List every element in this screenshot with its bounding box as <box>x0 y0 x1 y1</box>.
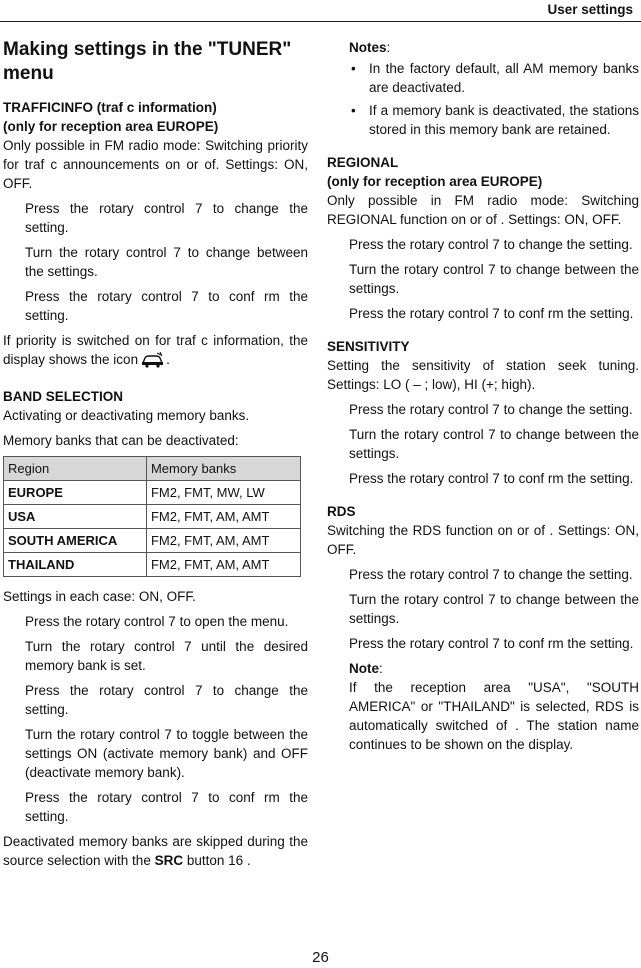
band-step-5: Press the rotary control 7 to conf rm the setting. <box>25 790 308 824</box>
right-column <box>327 38 639 760</box>
band-step-3: Press the rotary control 7 to change the setting. <box>25 683 308 717</box>
notes-title: Notes <box>349 40 387 55</box>
trafficinfo-title: TRAFFICINFO (traf c information) <box>3 100 217 115</box>
rds-step-3: Press the rotary control 7 to conf rm the setting. <box>349 636 634 651</box>
table-cell-banks: FM2, FMT, MW, LW <box>146 481 300 505</box>
rds-section <box>327 502 639 754</box>
table-cell-banks: FM2, FMT, AM, AMT <box>146 553 300 577</box>
band-footer-pre: Deactivated memory banks are skipped during the source selection with the <box>3 834 308 868</box>
list-item <box>349 59 639 97</box>
regional-step-1: Press the rotary control 7 to change the setting. <box>349 237 633 252</box>
band-step-1: Press the rotary control 7 to open the menu. <box>25 614 289 629</box>
band-desc-2: Memory banks that can be deactivated: <box>3 433 239 448</box>
table-row <box>4 553 301 577</box>
note-text: In the factory default, all AM memory banks are deactivated. <box>369 61 639 95</box>
table-row <box>4 481 301 505</box>
regional-section <box>327 153 639 323</box>
header-rule <box>0 21 641 22</box>
band-step-4: Turn the rotary control 7 to toggle between the settings ON (activate memory bank) and OFF (deactivate memory bank). <box>25 727 308 780</box>
notes-colon: : <box>386 40 391 55</box>
sensitivity-step-2: Turn the rotary control 7 to change between the settings. <box>349 427 639 461</box>
table-cell-banks: FM2, FMT, AM, AMT <box>146 505 300 529</box>
notes-section <box>327 38 639 139</box>
trafficinfo-step-2: Turn the rotary control 7 to change between the settings. <box>25 245 308 279</box>
regional-step-2: Turn the rotary control 7 to change between the settings. <box>349 262 639 296</box>
trafficinfo-icon-end: . <box>166 352 170 367</box>
table-header-region: Region <box>4 457 147 481</box>
band-footer-post: button 16 . <box>183 853 251 868</box>
band-desc-1: Activating or deactivating memory banks. <box>3 408 250 423</box>
rds-note-colon: : <box>379 661 383 676</box>
band-title: BAND SELECTION <box>3 389 124 404</box>
regional-desc: Only possible in FM radio mode: Switching REGIONAL function on or of . Settings: ON, OFF. <box>327 193 639 227</box>
traffic-car-icon <box>140 352 166 373</box>
trafficinfo-icon-text: If priority is switched on for traf c information, the display shows the icon <box>3 333 308 367</box>
sensitivity-title: SENSITIVITY <box>327 339 410 354</box>
page-heading: Making settings in the "TUNER" menu <box>3 39 292 84</box>
table-cell-region: EUROPE <box>4 481 147 505</box>
rds-step-2: Turn the rotary control 7 to change between the settings. <box>349 592 639 626</box>
trafficinfo-step-3: Press the rotary control 7 to conf rm the setting. <box>25 289 308 323</box>
note-text: If a memory bank is deactivated, the stations stored in this memory bank are retained. <box>369 103 639 137</box>
table-header-row <box>4 457 301 481</box>
sensitivity-step-1: Press the rotary control 7 to change the setting. <box>349 402 633 417</box>
left-column <box>3 38 308 876</box>
trafficinfo-section <box>3 98 308 373</box>
trafficinfo-step-1: Press the rotary control 7 to change the setting. <box>25 201 308 235</box>
table-row <box>4 505 301 529</box>
rds-step-1: Press the rotary control 7 to change the setting. <box>349 567 633 582</box>
trafficinfo-desc: Only possible in FM radio mode: Switching priority for traf c announcements on or of. Settings: ON, OFF. <box>3 138 308 191</box>
regional-step-3: Press the rotary control 7 to conf rm the setting. <box>349 306 634 321</box>
table-cell-banks: FM2, FMT, AM, AMT <box>146 529 300 553</box>
table-cell-region: THAILAND <box>4 553 147 577</box>
table-cell-region: USA <box>4 505 147 529</box>
page-number: 26 <box>312 949 329 966</box>
memory-banks-table <box>3 456 301 577</box>
regional-subtitle: (only for reception area EUROPE) <box>327 174 543 189</box>
notes-list <box>349 59 639 139</box>
band-footer <box>3 832 308 870</box>
table-row <box>4 529 301 553</box>
header-title: User settings <box>547 2 633 17</box>
rds-note-text: If the reception area "USA", "SOUTH AMERICA" or "THAILAND" is selected, RDS is automatically switched of . The station name continues to be shown on the display. <box>349 680 639 752</box>
regional-title: REGIONAL <box>327 155 399 170</box>
rds-desc: Switching the RDS function on or of . Settings: ON, OFF. <box>327 523 639 557</box>
table-cell-region: SOUTH AMERICA <box>4 529 147 553</box>
band-section <box>3 387 308 870</box>
trafficinfo-subtitle: (only for reception area EUROPE) <box>3 119 219 134</box>
band-settings: Settings in each case: ON, OFF. <box>3 589 196 604</box>
sensitivity-section <box>327 337 639 488</box>
notes-heading <box>349 38 639 57</box>
rds-title: RDS <box>327 504 356 519</box>
rds-note-heading <box>349 659 639 678</box>
trafficinfo-icon-line <box>3 331 308 373</box>
src-button-label: SRC <box>154 853 184 868</box>
table-header-banks: Memory banks <box>146 457 300 481</box>
bullet-icon: • <box>351 103 356 118</box>
rds-note-title: Note <box>349 661 379 676</box>
sensitivity-step-3: Press the rotary control 7 to conf rm the setting. <box>349 471 634 486</box>
band-step-2: Turn the rotary control 7 until the desired memory bank is set. <box>25 639 308 673</box>
bullet-icon: • <box>351 61 356 76</box>
list-item <box>349 101 639 139</box>
sensitivity-desc: Setting the sensitivity of station seek tuning. Settings: LO ( – ; low), HI (+; high). <box>327 358 639 392</box>
